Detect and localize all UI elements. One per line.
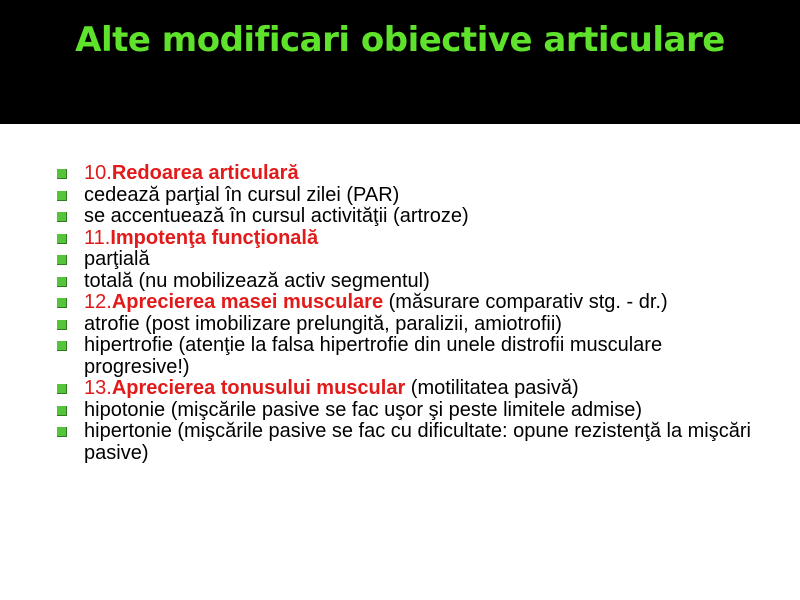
list-item [55, 271, 755, 293]
item-text: atrofie (post imobilizare prelungită, paralizii, amiotrofii) [84, 312, 562, 335]
bullet-square-icon [57, 277, 67, 287]
item-heading: Impotenţa funcţională [110, 226, 319, 249]
bullet-list [55, 163, 755, 464]
bullet-square-icon [57, 234, 67, 244]
bullet-square-icon [57, 191, 67, 201]
list-item [55, 335, 755, 378]
item-heading: Aprecierea masei musculare [111, 291, 384, 313]
item-heading: Aprecierea tonusului muscular [111, 377, 406, 399]
slide-title: Alte modificari obiective articulare [75, 20, 725, 60]
item-suffix: (motilitatea pasivă) [405, 377, 579, 399]
item-text: hipertonie (mişcările pasive se fac cu dificultate: opune rezistenţă la mişcări pasive) [84, 420, 751, 464]
list-item [55, 206, 755, 228]
item-number: 11. [84, 226, 111, 249]
item-number: 13. [84, 377, 112, 399]
item-text: parţială [84, 248, 150, 270]
item-heading: Redoarea articulară [111, 162, 299, 184]
bullet-square-icon [57, 212, 67, 222]
bullet-square-icon [57, 320, 67, 330]
item-text: cedează parţial în cursul zilei (PAR) [84, 183, 400, 206]
list-item [55, 314, 755, 336]
title-bar [0, 0, 800, 124]
item-text: hipotonie (mişcările pasive se fac uşor şi peste limitele admise) [84, 398, 643, 421]
list-item-heading-13 [55, 378, 755, 400]
bullet-square-icon [57, 298, 67, 308]
list-item [55, 185, 755, 207]
list-item-heading-12 [55, 292, 755, 314]
bullet-square-icon [57, 427, 67, 437]
bullet-square-icon [57, 384, 67, 394]
item-number: 10. [84, 162, 112, 184]
bullet-square-icon [57, 341, 67, 351]
list-item [55, 421, 755, 464]
item-number: 12. [84, 291, 112, 313]
bullet-square-icon [57, 255, 67, 265]
list-item [55, 249, 755, 271]
item-suffix: (măsurare comparativ stg. - dr.) [383, 291, 668, 313]
item-text: totală (nu mobilizează activ segmentul) [84, 269, 430, 292]
list-item [55, 400, 755, 422]
bullet-square-icon [57, 406, 67, 416]
bullet-square-icon [57, 169, 67, 179]
list-item-heading-10 [55, 163, 755, 185]
item-text: se accentuează în cursul activităţii (artroze) [84, 205, 469, 227]
list-item-heading-11 [55, 228, 755, 250]
item-text: hipertrofie (atenţie la falsa hipertrofie din unele distrofii musculare progresive!) [84, 334, 663, 378]
